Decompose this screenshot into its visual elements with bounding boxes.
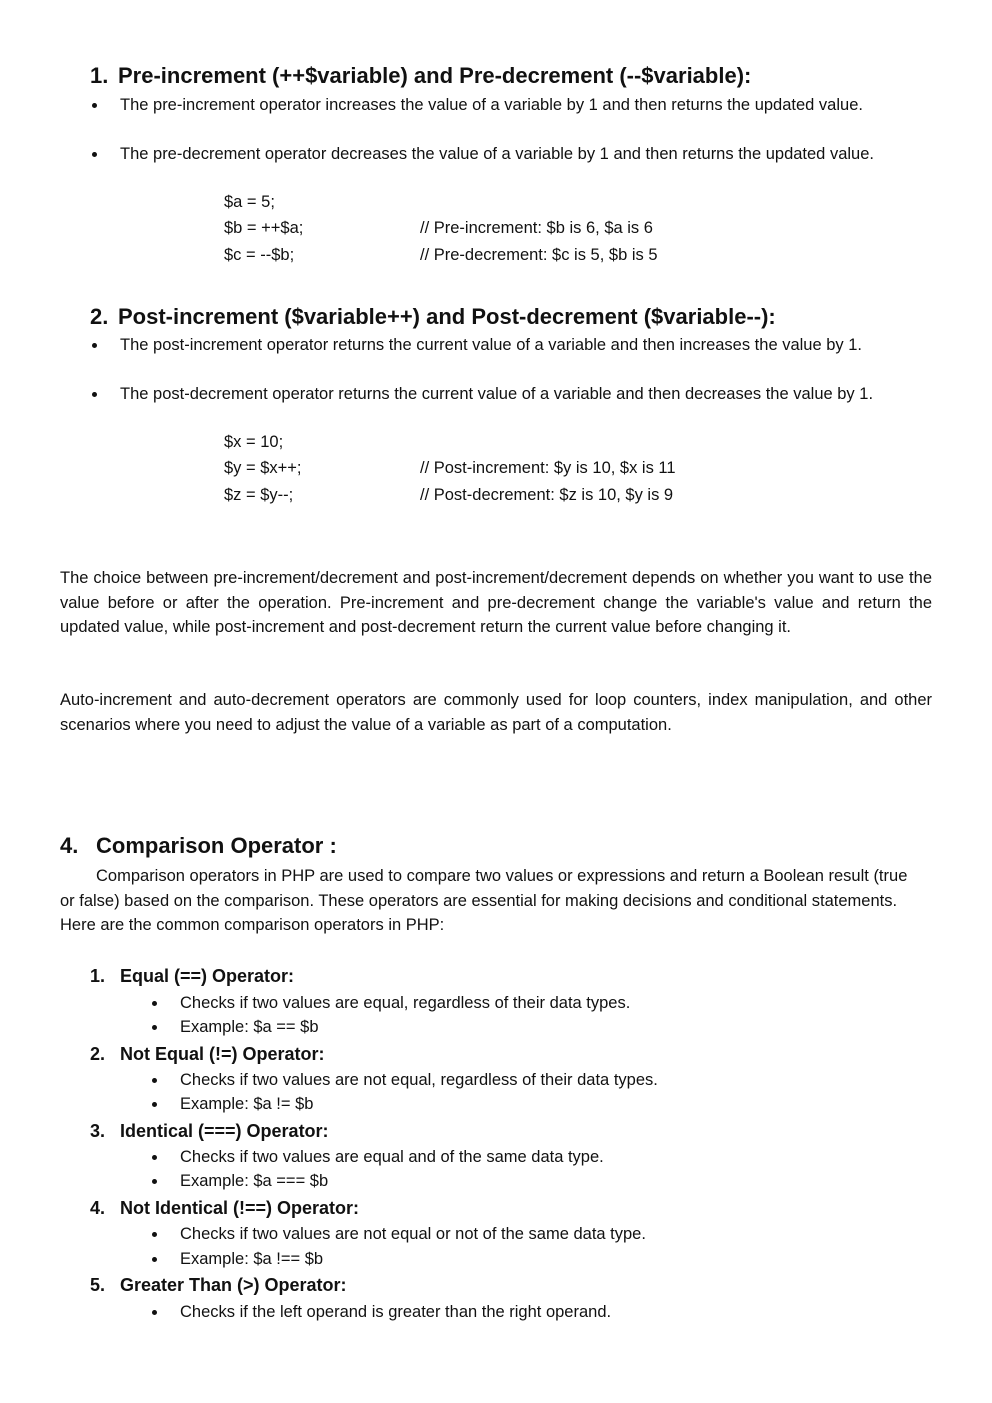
list-item (150, 1015, 319, 1039)
list-item (150, 1145, 604, 1169)
paragraph: Auto-increment and auto-decrement operators are commonly used for loop counters, index manipulation, and other scenarios where you need to adjust the value of a variable as part of a computation. (60, 691, 932, 734)
list-item (90, 382, 935, 407)
bullet-text: Example: $a !== $b (180, 1250, 324, 1268)
code-comment: // Post-decrement: $z is 10, $y is 9 (420, 486, 674, 504)
bullet-dot (152, 1232, 157, 1237)
section-1-number: 1. (90, 63, 109, 88)
bullet-text: Example: $a === $b (180, 1172, 329, 1190)
section-4-intro: Comparison operators in PHP are used to compare two values or expressions and return a Boolean result (true or false) based on the comparison. These operators are essential for making decisions and conditional statements. Here are the common comparison operators in PHP: (60, 867, 908, 934)
operator-heading (90, 1119, 329, 1143)
list-item (150, 1092, 313, 1116)
section-2-title: Post-increment ($variable++) and Post-decrement ($variable--): (118, 304, 776, 329)
code-line: $b = ++$a; (224, 219, 304, 237)
list-item (150, 991, 630, 1015)
bullet-dot (152, 1179, 157, 1184)
operator-number: 3. (90, 1121, 106, 1141)
code-line: $x = 10; (224, 433, 284, 451)
bullet-dot (152, 1025, 157, 1030)
bullet-dot (152, 1155, 157, 1160)
list-item (90, 93, 910, 118)
operator-title: Greater Than (>) Operator: (120, 1275, 347, 1295)
operator-title: Not Identical (!==) Operator: (120, 1198, 360, 1218)
operator-title: Equal (==) Operator: (120, 966, 295, 986)
list-item (90, 142, 910, 167)
paragraph: The choice between pre-increment/decrement and post-increment/decrement depends on whether you want to use the value before or after the operation. Pre-increment and pre-decrement change the variable's value and return the updated value, while post-increment and post-decrement return the current value before changing it. (60, 569, 932, 636)
section-4-number: 4. (60, 833, 79, 858)
list-item (150, 1247, 323, 1271)
operator-number: 4. (90, 1198, 106, 1218)
bullet-dot (152, 1001, 157, 1006)
bullet-dot (152, 1257, 157, 1262)
section-4-title: Comparison Operator : (96, 833, 337, 858)
code-comment: // Pre-decrement: $c is 5, $b is 5 (420, 246, 658, 264)
code-comment: // Post-increment: $y is 10, $x is 11 (420, 459, 676, 477)
code-line: $c = --$b; (224, 246, 295, 264)
bullet-text: The post-increment operator returns the current value of a variable and then increases the value by 1. (120, 336, 863, 354)
bullet-text: Example: $a == $b (180, 1018, 319, 1036)
operator-title: Not Equal (!=) Operator: (120, 1044, 325, 1064)
list-item (150, 1068, 658, 1092)
bullet-text: Checks if two values are equal, regardless of their data types. (180, 994, 631, 1012)
operator-title: Identical (===) Operator: (120, 1121, 329, 1141)
operator-number: 2. (90, 1044, 106, 1064)
operator-heading (90, 1196, 359, 1220)
operator-number: 1. (90, 966, 106, 986)
list-item (150, 1169, 328, 1193)
code-line: $a = 5; (224, 193, 275, 211)
bullet-dot (92, 392, 97, 397)
section-1-heading (90, 63, 751, 89)
bullet-text: The post-decrement operator returns the current value of a variable and then decreases the value by 1. (120, 385, 874, 403)
bullet-text: Example: $a != $b (180, 1095, 314, 1113)
operator-heading (90, 964, 294, 988)
operator-heading (90, 1042, 325, 1066)
bullet-dot (152, 1102, 157, 1107)
bullet-dot (152, 1310, 157, 1315)
code-line: $z = $y--; (224, 486, 294, 504)
list-item (150, 1222, 646, 1246)
section-2-heading (90, 304, 776, 330)
bullet-dot (92, 103, 97, 108)
code-line: $y = $x++; (224, 459, 302, 477)
bullet-text: Checks if two values are not equal, regardless of their data types. (180, 1071, 658, 1089)
code-comment: // Pre-increment: $b is 6, $a is 6 (420, 219, 653, 237)
bullet-text: Checks if two values are equal and of the same data type. (180, 1148, 604, 1166)
section-1-title: Pre-increment (++$variable) and Pre-decrement (--$variable): (118, 63, 752, 88)
bullet-text: The pre-increment operator increases the value of a variable by 1 and then returns the updated value. (120, 96, 863, 114)
list-item (150, 1300, 611, 1324)
bullet-text: Checks if the left operand is greater than the right operand. (180, 1303, 612, 1321)
bullet-text: Checks if two values are not equal or not of the same data type. (180, 1225, 646, 1243)
operator-heading (90, 1273, 347, 1297)
bullet-dot (92, 152, 97, 157)
section-4-heading (60, 833, 337, 859)
section-2-number: 2. (90, 304, 109, 329)
bullet-dot (152, 1078, 157, 1083)
list-item (90, 333, 935, 358)
bullet-text: The pre-decrement operator decreases the value of a variable by 1 and then returns the updated value. (120, 145, 874, 163)
operator-number: 5. (90, 1275, 106, 1295)
bullet-dot (92, 343, 97, 348)
